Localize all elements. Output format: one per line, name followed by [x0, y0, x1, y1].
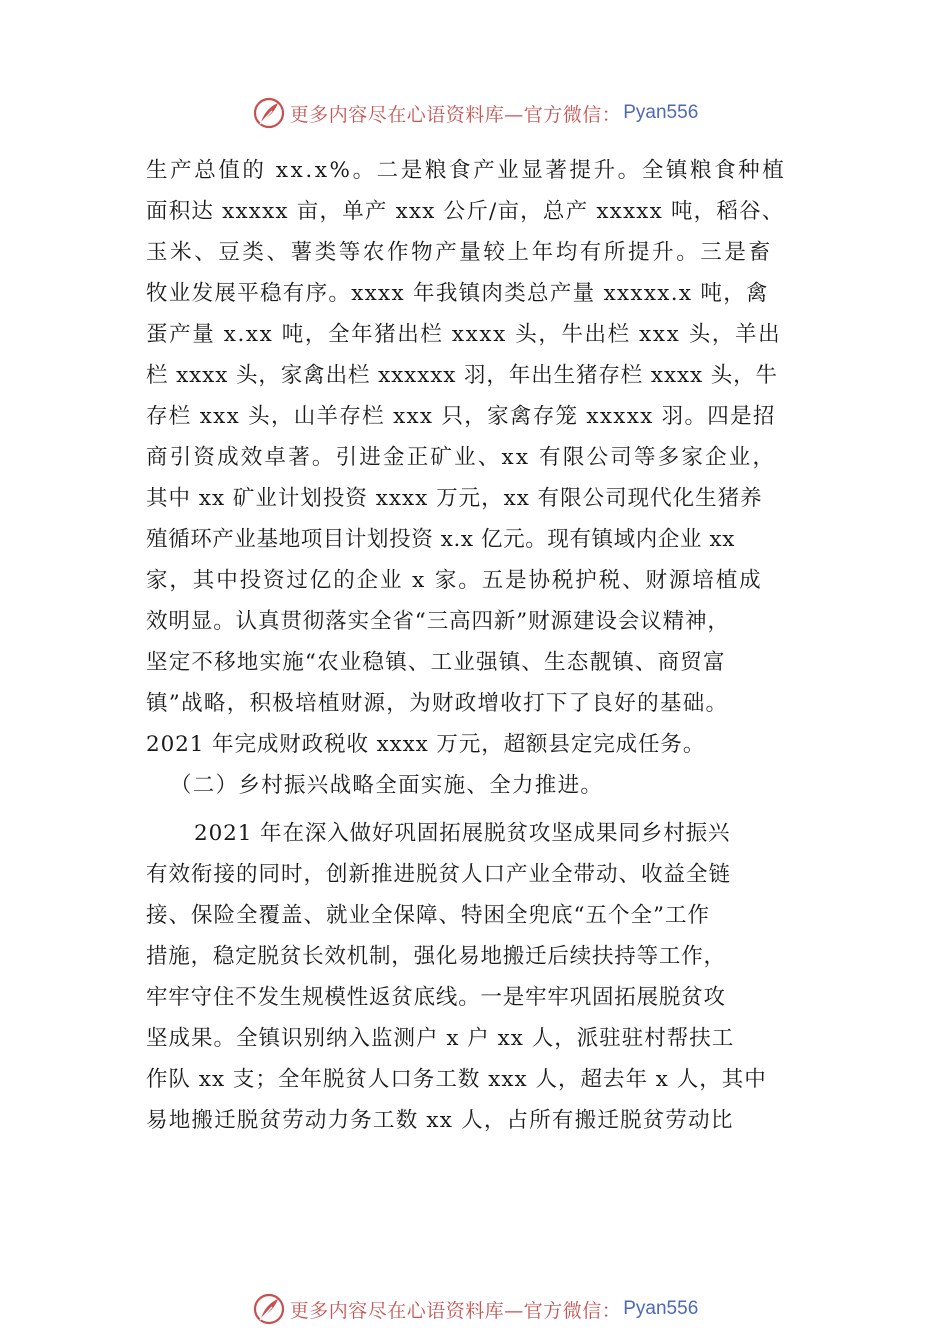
- body-line: 其中 xx 矿业计划投资 xxxx 万元，xx 有限公司现代化生猪养: [146, 486, 763, 511]
- body-line: 有效衔接的同时，创新推进脱贫人口产业全带动、收益全链: [146, 862, 732, 887]
- feather-pen-logo-icon: [252, 1292, 286, 1326]
- body-line: 牧业发展平稳有序。xxxx 年我镇肉类总产量 xxxxx.x 吨，禽: [146, 281, 769, 306]
- watermark-wechat-id: Pyan556: [623, 102, 699, 123]
- body-line: 面积达 xxxxx 亩，单产 xxx 公斤/亩，总产 xxxxx 吨，稻谷、: [146, 199, 785, 224]
- body-line: 坚定不移地实施“农业稳镇、工业强镇、生态靓镇、商贸富: [146, 650, 726, 675]
- watermark-wechat-id: Pyan556: [623, 1298, 699, 1319]
- body-line: 栏 xxxx 头，家禽出栏 xxxxxx 羽，年出生猪存栏 xxxx 头，牛: [146, 363, 778, 388]
- body-line: 接、保险全覆盖、就业全保障、特困全兜底“五个全”工作: [146, 903, 710, 928]
- paragraph-first-line: 2021 年在深入做好巩固拓展脱贫攻坚成果同乡村振兴: [194, 821, 731, 846]
- body-line: 殖循环产业基地项目计划投资 x.x 亿元。现有镇域内企业 xx: [146, 527, 735, 552]
- feather-pen-logo-icon: [252, 96, 286, 130]
- body-line: 易地搬迁脱贫劳动力务工数 xx 人，占所有搬迁脱贫劳动比: [146, 1108, 734, 1133]
- watermark-text: 更多内容尽在心语资料库—官方微信：: [289, 1299, 622, 1322]
- body-line: 蛋产量 x.xx 吨，全年猪出栏 xxxx 头，牛出栏 xxx 头，羊出: [146, 322, 782, 347]
- watermark-header: [0, 96, 950, 130]
- body-line: 作队 xx 支；全年脱贫人口务工数 xxx 人，超去年 x 人，其中: [146, 1067, 767, 1092]
- body-line: 措施，稳定脱贫长效机制，强化易地搬迁后续扶持等工作，: [146, 944, 726, 969]
- body-line: 商引资成效卓著。引进金正矿业、xx 有限公司等多家企业，: [146, 445, 777, 470]
- section-heading: （二）乡村振兴战略全面实施、全力推进。: [170, 773, 604, 798]
- watermark-text: 更多内容尽在心语资料库—官方微信：: [289, 103, 622, 126]
- watermark-footer: [0, 1292, 950, 1326]
- document-body: [146, 150, 814, 1141]
- body-line: 坚成果。全镇识别纳入监测户 x 户 xx 人，派驻驻村帮扶工: [146, 1026, 735, 1051]
- body-line: 牢牢守住不发生规模性返贫底线。一是牢牢巩固拓展脱贫攻: [146, 985, 726, 1010]
- body-line: 效明显。认真贯彻落实全省“三高四新”财源建设会议精神，: [146, 609, 730, 634]
- body-line: 镇”战略，积极培植财源，为财政增收打下了良好的基础。: [146, 691, 729, 716]
- body-line: 玉米、豆类、薯类等农作物产量较上年均有所提升。三是畜: [146, 240, 773, 265]
- body-line: 家，其中投资过亿的企业 x 家。五是协税护税、财源培植成: [146, 568, 763, 593]
- body-line: 生产总值的 xx.x%。二是粮食产业显著提升。全镇粮食种植: [146, 158, 787, 183]
- body-line: 2021 年完成财政税收 xxxx 万元，超额县定完成任务。: [146, 732, 706, 757]
- body-line: 存栏 xxx 头，山羊存栏 xxx 只，家禽存笼 xxxxx 羽。四是招: [146, 404, 776, 429]
